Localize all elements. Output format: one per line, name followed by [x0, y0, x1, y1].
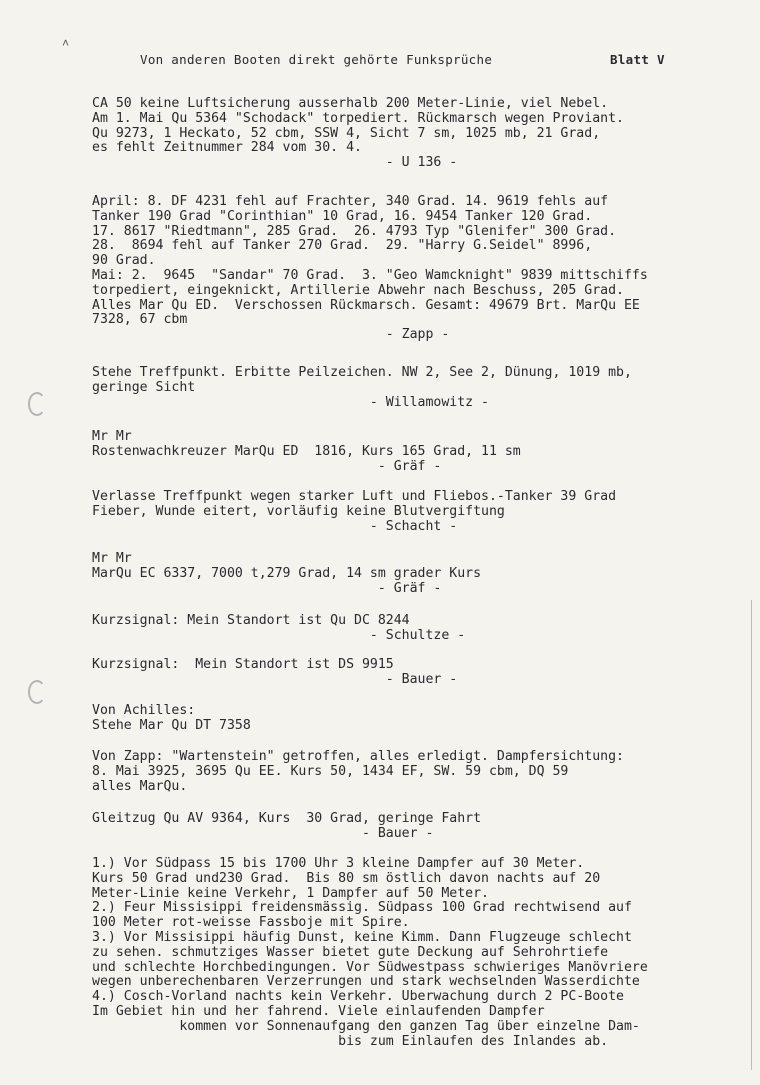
radio-message-schacht — [92, 490, 760, 534]
message-line: MarQu EC 6337, 7000 t,279 Grad, 14 sm grader Kurs — [92, 566, 482, 581]
message-line: 17. 8617 "Riedtmann", 285 Grad. 26. 4793 Typ "Glenifer" 300 Grad. — [92, 224, 617, 239]
message-line: 8. Mai 3925, 3695 Qu EE. Kurs 50, 1434 EF, SW. 59 cbm, DQ 59 — [92, 764, 569, 779]
message-line: kommen vor Sonnenaufgang den ganzen Tag über einzelne Dam- — [92, 1019, 640, 1034]
message-line: Mr Mr — [92, 430, 132, 444]
radio-message-achilles — [92, 704, 760, 734]
message-line: Kurzsignal: Mein Standort ist Qu DC 8244 — [92, 614, 410, 628]
message-line: Von Achilles: — [92, 704, 196, 718]
message-line: Kurzsignal: Mein Standort ist DS 9915 — [92, 658, 394, 672]
message-signature: - Bauer - — [92, 825, 434, 841]
radio-message-graef-2 — [92, 552, 760, 596]
message-line: 3.) Vor Missisippi häufig Dunst, keine Kimm. Dann Flugzeuge schlecht — [92, 930, 632, 945]
radio-message-schultze — [92, 614, 760, 644]
message-line: Stehe Treffpunkt. Erbitte Peilzeichen. NW 2, See 2, Dünung, 1019 mb, — [92, 366, 632, 380]
message-signature: - Bauer - — [92, 671, 458, 687]
message-line: Mr Mr — [92, 552, 132, 566]
message-signature: - Schultze - — [92, 627, 466, 643]
message-line: 7328, 67 cbm — [92, 313, 188, 328]
message-line: Rostenwachkreuzer MarQu ED 1816, Kurs 165 Grad, 11 sm — [92, 444, 521, 459]
message-line: Alles Mar Qu ED. Verschossen Rückmarsch. Gesamt: 49679 Brt. MarQu EE — [92, 298, 640, 313]
message-line: alles MarQu. — [92, 779, 188, 794]
message-line: Meter-Linie keine Verkehr, 1 Dampfer auf 50 Meter. — [92, 886, 489, 901]
message-line: torpediert, eingeknickt, Artillerie Abwehr nach Beschuss, 205 Grad. — [92, 283, 624, 298]
message-signature: - Schacht - — [92, 518, 458, 534]
message-line: Tanker 190 Grad "Corinthian" 10 Grad, 16. 9454 Tanker 120 Grad. — [92, 209, 593, 224]
message-line: bis zum Einlaufen des Inlandes ab. — [92, 1034, 609, 1049]
message-line: Von Zapp: "Wartenstein" getroffen, alles erledigt. Dampfersichtung: — [92, 750, 624, 764]
message-line: Kurs 50 Grad und230 Grad. Bis 80 sm östlich davon nachts auf 20 — [92, 871, 601, 886]
message-line: Im Gebiet hin und her fahrend. Viele einlaufenden Dampfer — [92, 1004, 545, 1019]
message-line: zu sehen. schmutziges Wasser bietet gute Deckung auf Sehrohrtiefe — [92, 945, 609, 960]
message-line: 2.) Feur Missisippi freidensmässig. Südpass 100 Grad rechtwisend auf — [92, 901, 632, 916]
radio-message-zapp-2 — [92, 750, 760, 794]
message-line: 90 Grad. — [92, 254, 156, 269]
message-line: 1.) Vor Südpass 15 bis 1700 Uhr 3 kleine Dampfer auf 30 Meter. — [92, 857, 585, 871]
message-line: es fehlt Zeitnummer 284 vom 30. 4. — [92, 141, 362, 156]
radio-message-bauer-2 — [92, 812, 760, 842]
message-line: April: 8. DF 4231 fehl auf Frachter, 340 Grad. 14. 9619 fehls auf — [92, 195, 609, 209]
sheet-number: Blatt V — [610, 52, 665, 67]
message-signature: - U 136 - — [92, 155, 458, 171]
message-signature: - Willamowitz - — [92, 394, 489, 410]
radio-message-zapp — [92, 195, 760, 343]
document-header — [140, 52, 700, 72]
message-line: Qu 9273, 1 Heckato, 52 cbm, SSW 4, Sicht 7 sm, 1025 mb, 21 Grad, — [92, 126, 601, 141]
radio-message-willamowitz — [92, 366, 760, 410]
message-line: Verlasse Treffpunkt wegen starker Luft und Fliebos.-Tanker 39 Grad — [92, 490, 617, 504]
message-line: Mai: 2. 9645 "Sandar" 70 Grad. 3. "Geo Wamcknight" 9839 mittschiffs — [92, 268, 648, 283]
punch-hole-mark — [28, 680, 46, 704]
message-line: geringe Sicht — [92, 380, 196, 395]
radio-message-report — [92, 857, 760, 1049]
message-line: Am 1. Mai Qu 5364 "Schodack" torpediert. Rückmarsch wegen Proviant. — [92, 111, 624, 126]
message-line: wegen unberechenbaren Verzerrungen und stark wechselnden Wasserdichte — [92, 975, 640, 990]
margin-mark: ˄ — [62, 36, 70, 50]
radio-message-bauer-1 — [92, 658, 760, 688]
message-line: 28. 8694 fehl auf Tanker 270 Grad. 29. "Harry G.Seidel" 8996, — [92, 239, 593, 254]
message-signature: - Gräf - — [92, 458, 442, 474]
message-line: Stehe Mar Qu DT 7358 — [92, 718, 251, 733]
message-signature: - Gräf - — [92, 580, 442, 596]
punch-hole-mark — [28, 392, 46, 416]
document-title: Von anderen Booten direkt gehörte Funksprüche — [140, 52, 493, 67]
message-line: und schlechte Horchbedingungen. Vor Südwestpass schwieriges Manövriere — [92, 960, 648, 975]
radio-message-graef-1 — [92, 430, 760, 474]
message-line: CA 50 keine Luftsicherung ausserhalb 200 Meter-Linie, viel Nebel. — [92, 97, 609, 111]
message-line: 4.) Cosch-Vorland nachts kein Verkehr. Überwachung durch 2 PC-Boote — [92, 990, 624, 1005]
message-signature: - Zapp - — [92, 327, 450, 343]
message-line: Gleitzug Qu AV 9364, Kurs 30 Grad, geringe Fahrt — [92, 812, 482, 826]
radio-message-u136 — [92, 97, 760, 171]
message-line: 100 Meter rot-weisse Fassboje mit Spire. — [92, 916, 410, 931]
message-line: Fieber, Wunde eitert, vorläufig keine Blutvergiftung — [92, 504, 505, 519]
